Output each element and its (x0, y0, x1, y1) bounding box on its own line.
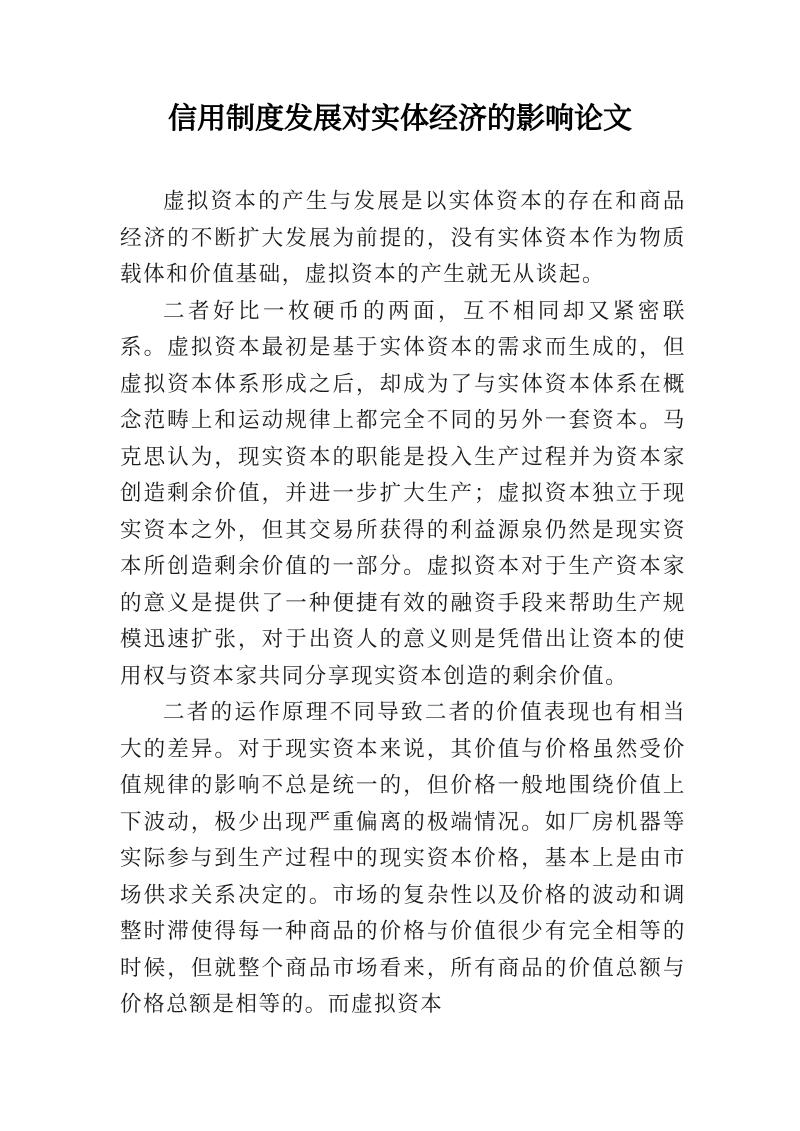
paragraph-3: 二者的运作原理不同导致二者的价值表现也有相当大的差异。对于现实资本来说，其价值与价格虽然受价值规律的影响不总是统一的，但价格一般地围绕价值上下波动，极少出现严重偏离的极端情况。如厂房机器等实际参与到生产过程中的现实资本价格，基本上是由市场供求关系决定的。市场的复杂性以及价格的波动和调整时滞使得每一种商品的价格与价值很少有完全相等的时候，但就整个商品市场看来，所有商品的价值总额与价格总额是相等的。而虚拟资本 (120, 700, 686, 1017)
paragraph-2: 二者好比一枚硬币的两面，互不相同却又紧密联系。虚拟资本最初是基于实体资本的需求而生成的，但虚拟资本体系形成之后，却成为了与实体资本体系在概念范畴上和运动规律上都完全不同的另外一套资本。马克思认为，现实资本的职能是投入生产过程并为资本家创造剩余价值，并进一步扩大生产；虚拟资本独立于现实资本之外，但其交易所获得的利益源泉仍然是现实资本所创造剩余价值的一部分。虚拟资本对于生产资本家的意义是提供了一种便捷有效的融资手段来帮助生产规模迅速扩张，对于出资人的意义则是凭借出让资本的使用权与资本家共同分享现实资本创造的剩余价值。 (120, 298, 686, 689)
document-title: 信用制度发展对实体经济的影响论文 (167, 101, 632, 135)
document-body (120, 184, 686, 1024)
paragraph-1: 虚拟资本的产生与发展是以实体资本的存在和商品经济的不断扩大发展为前提的，没有实体资本作为物质载体和价值基础，虚拟资本的产生就无从谈起。 (120, 189, 686, 287)
